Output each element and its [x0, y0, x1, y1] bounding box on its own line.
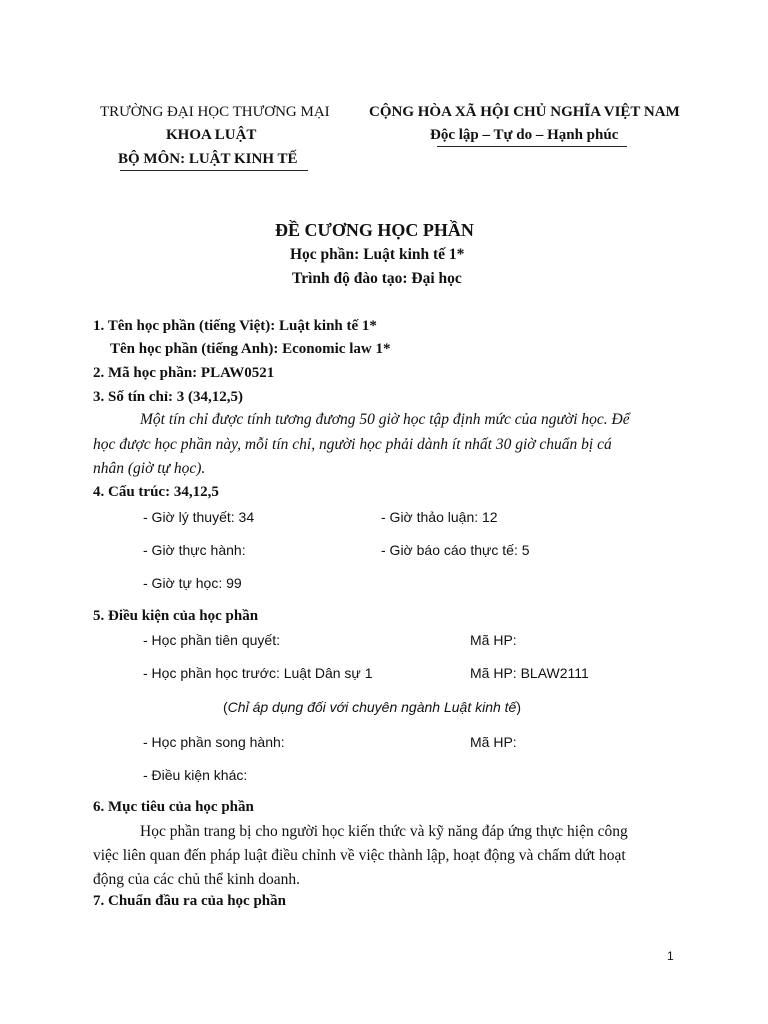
motto-underline	[437, 146, 627, 147]
objective-line-2: việc liên quan đến pháp luật điều chỉnh về việc thành lập, hoạt động và chấm dứt hoạt	[93, 847, 626, 864]
section-1-english-name: Tên học phần (tiếng Anh): Economic law 1*	[110, 341, 391, 357]
page-number: 1	[667, 949, 674, 963]
department-name: BỘ MÔN: LUẬT KINH TẾ	[118, 151, 298, 167]
note-close-paren: )	[516, 699, 522, 715]
theory-hours: - Giờ lý thuyết: 34	[143, 509, 255, 525]
section-7-heading: 7. Chuẩn đầu ra của học phần	[93, 893, 286, 909]
section-5-heading: 5. Điều kiện của học phần	[93, 608, 259, 624]
document-title: ĐỀ CƯƠNG HỌC PHẦN	[275, 220, 474, 240]
section-6-heading: 6. Mục tiêu của học phần	[93, 799, 254, 815]
level-subtitle: Trình độ đào tạo: Đại học	[292, 270, 462, 287]
field-report-hours: - Giờ báo cáo thực tế: 5	[381, 542, 530, 558]
course-subtitle: Học phần: Luật kinh tế 1*	[290, 246, 465, 263]
parallel-course: - Học phần song hành:	[143, 734, 285, 750]
credit-note-line-3: nhân (giờ tự học).	[93, 460, 206, 477]
practice-hours: - Giờ thực hành:	[143, 542, 246, 558]
self-study-hours: - Giờ tự học: 99	[143, 575, 242, 591]
national-title: CỘNG HÒA XÃ HỘI CHỦ NGHĨA VIỆT NAM	[369, 104, 680, 120]
prior-code: Mã HP: BLAW2111	[470, 665, 589, 681]
objective-line-1: Học phần trang bị cho người học kiến thức và kỹ năng đáp ứng thực hiện công	[140, 823, 628, 840]
credit-note-line-1: Một tín chỉ được tính tương đương 50 giờ học tập định mức của người học. Để	[140, 411, 630, 428]
section-3-heading: 3. Số tín chỉ: 3 (34,12,5)	[93, 389, 243, 405]
credit-note-line-2: học được học phần này, mỗi tín chỉ, người học phải dành ít nhất 30 giờ chuẩn bị cá	[93, 436, 612, 453]
university-name: TRƯỜNG ĐẠI HỌC THƯƠNG MẠI	[100, 104, 330, 120]
parallel-code: Mã HP:	[470, 734, 517, 750]
objective-line-3: động của các chủ thể kinh doanh.	[93, 871, 301, 888]
section-2-heading: 2. Mã học phần: PLAW0521	[93, 365, 275, 381]
discussion-hours: - Giờ thảo luận: 12	[381, 509, 498, 525]
prior-course: - Học phần học trước: Luật Dân sự 1	[143, 665, 373, 681]
section-1-heading: 1. Tên học phần (tiếng Việt): Luật kinh tế 1*	[93, 318, 377, 334]
prerequisite-code: Mã HP:	[470, 632, 517, 648]
department-underline	[120, 170, 308, 171]
national-motto: Độc lập – Tự do – Hạnh phúc	[430, 127, 619, 143]
major-applicability-note	[223, 699, 521, 715]
prerequisite-course: - Học phần tiên quyết:	[143, 632, 280, 648]
note-open-paren: (	[223, 699, 228, 715]
other-conditions: - Điều kiện khác:	[143, 767, 248, 783]
faculty-name: KHOA LUẬT	[166, 127, 257, 143]
note-text: Chỉ áp dụng đối với chuyên ngành Luật kinh tế	[227, 699, 517, 715]
section-4-heading: 4. Cấu trúc: 34,12,5	[93, 484, 219, 500]
